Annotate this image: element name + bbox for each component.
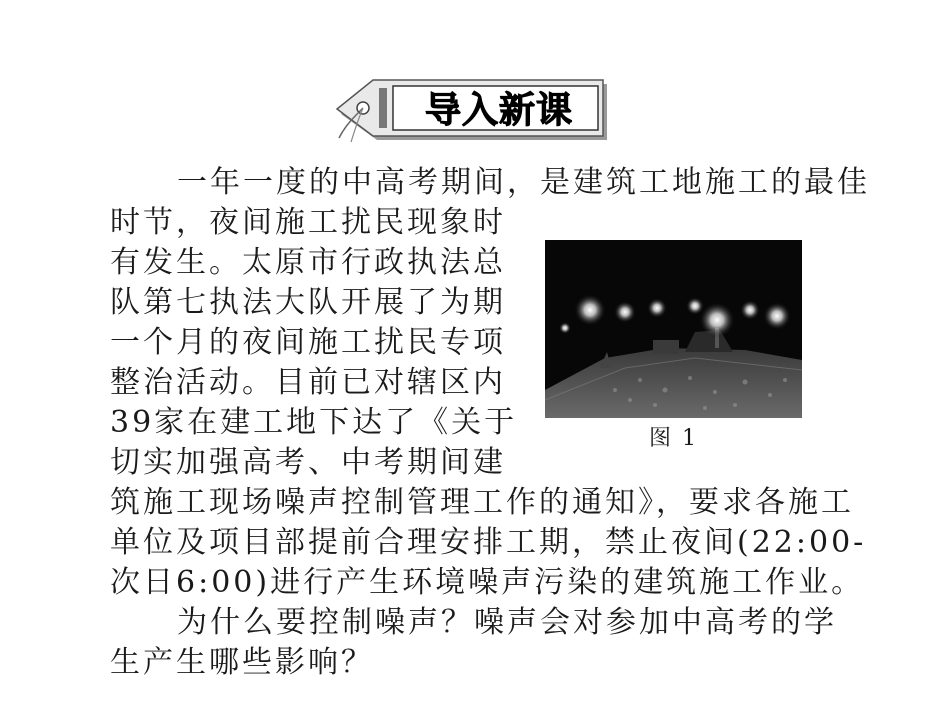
text-line: 单位及项目部提前合理安排工期，禁止夜间(22:00- [110,525,867,560]
text-line: 一年一度的中高考期间，是建筑工地施工的最佳 [177,165,870,200]
text-line: 39家在建工地下达了《关于 [110,405,518,440]
section-header-tag [333,78,613,144]
page-title: 导入新课 [424,90,573,131]
night-construction-photo [545,240,802,418]
text-line: 时节，夜间施工扰民现象时 [110,205,506,240]
text-line: 次日6:00)进行产生环境噪声污染的建筑施工作业。 [110,565,865,600]
text-line: 队第七执法大队开展了为期 [110,285,506,320]
text-line: 筑施工现场噪声控制管理工作的通知》，要求各施工 [110,485,854,520]
text-line: 为什么要控制噪声？噪声会对参加中高考的学 [177,605,837,640]
text-line: 整治活动。目前已对辖区内 [110,365,506,400]
figure-caption: 图 1 [649,426,698,451]
text-line: 有发生。太原市行政执法总 [110,245,506,280]
text-line: 一个月的夜间施工扰民专项 [110,325,506,360]
text-line: 切实加强高考、中考期间建 [110,445,506,480]
text-line: 生产生哪些影响？ [110,645,374,680]
